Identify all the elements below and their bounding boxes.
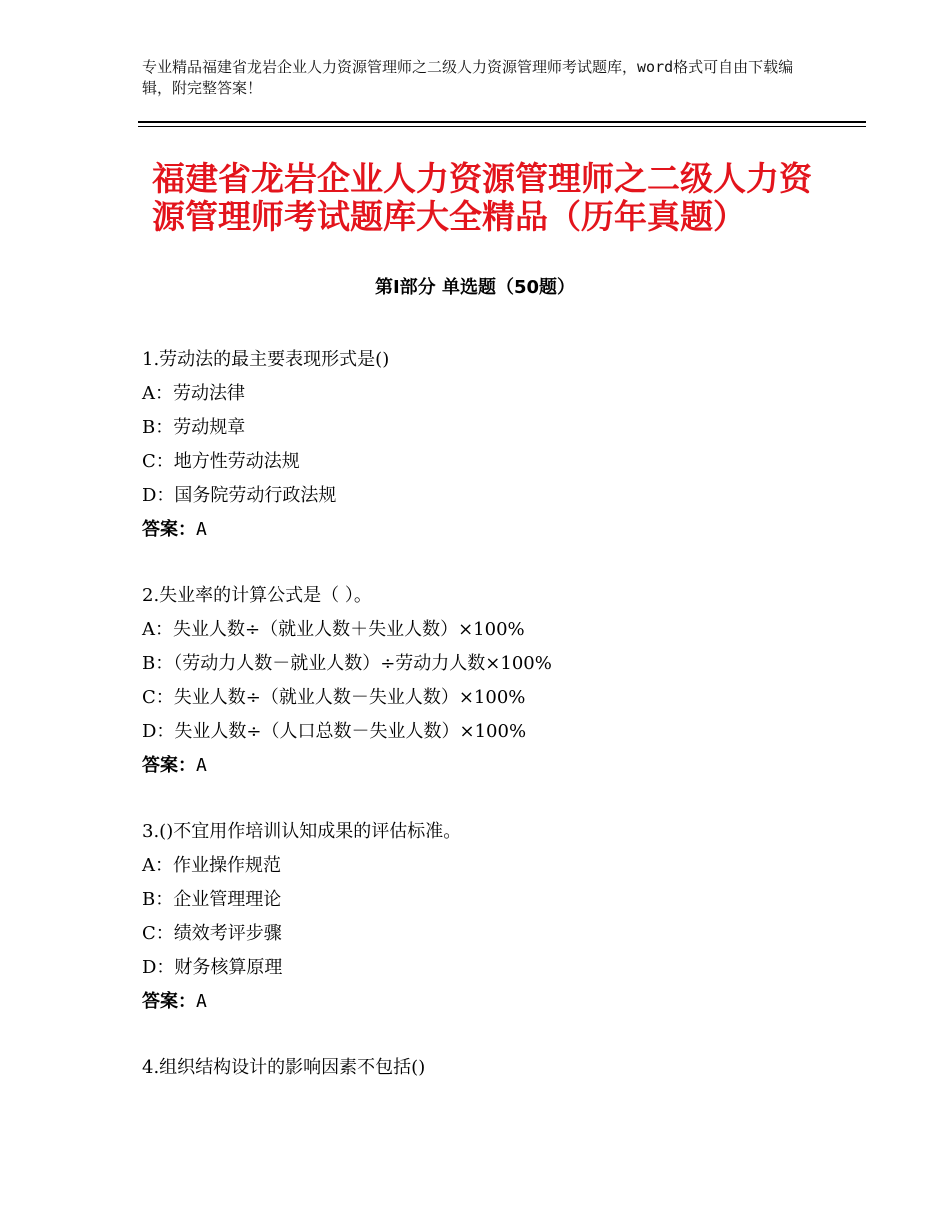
answer-value: A — [196, 991, 207, 1012]
answer-value: A — [196, 755, 207, 776]
answer-line — [142, 749, 862, 783]
answer-label: 答案： — [142, 991, 196, 1012]
option-d: D：财务核算原理 — [142, 957, 283, 978]
question-stem: 1.劳动法的最主要表现形式是() — [142, 349, 390, 370]
header-rule-thick — [138, 121, 866, 123]
answer-value: A — [196, 519, 207, 540]
question-3 — [142, 815, 862, 1019]
header-rule-thin — [138, 126, 866, 127]
question-2 — [142, 579, 862, 783]
question-list — [142, 343, 862, 1117]
answer-line — [142, 513, 862, 547]
option-c: C：地方性劳动法规 — [142, 451, 300, 472]
option-b: B：劳动规章 — [142, 417, 246, 438]
option-c: C：绩效考评步骤 — [142, 923, 282, 944]
question-stem: 4.组织结构设计的影响因素不包括() — [142, 1057, 426, 1078]
option-b: B：（劳动力人数－就业人数）÷劳动力人数×100% — [142, 653, 552, 674]
document-title: 福建省龙岩企业人力资源管理师之二级人力资源管理师考试题库大全精品（历年真题） — [152, 159, 812, 236]
question-1 — [142, 343, 862, 547]
answer-label: 答案： — [142, 519, 196, 540]
option-a: A：劳动法律 — [142, 383, 245, 404]
option-b: B：企业管理理论 — [142, 889, 282, 910]
option-d: D：国务院劳动行政法规 — [142, 485, 337, 506]
header-note: 专业精品福建省龙岩企业人力资源管理师之二级人力资源管理师考试题库，word格式可自由下载编辑，附完整答案！ — [142, 58, 794, 97]
option-c: C：失业人数÷（就业人数－失业人数）×100% — [142, 687, 526, 708]
question-4 — [142, 1051, 862, 1085]
option-a: A：作业操作规范 — [142, 855, 281, 876]
question-stem: 2.失业率的计算公式是（ ）。 — [142, 585, 372, 606]
option-d: D：失业人数÷（人口总数－失业人数）×100% — [142, 721, 527, 742]
option-a: A：失业人数÷（就业人数＋失业人数）×100% — [142, 619, 525, 640]
section-title: 第Ⅰ部分 单选题（50题） — [374, 277, 575, 298]
answer-label: 答案： — [142, 755, 196, 776]
answer-line — [142, 985, 862, 1019]
question-stem: 3.()不宜用作培训认知成果的评估标准。 — [142, 821, 462, 842]
